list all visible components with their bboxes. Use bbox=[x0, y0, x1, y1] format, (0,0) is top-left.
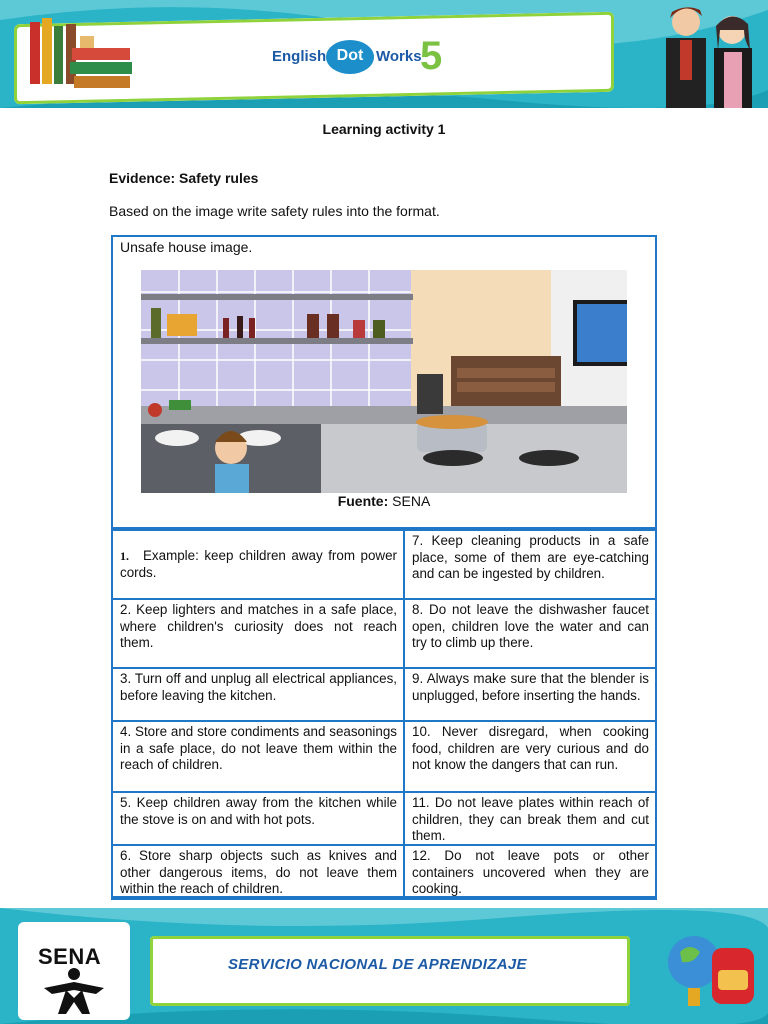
rule-text: Example: keep children away from power cords. bbox=[120, 548, 397, 580]
students-illustration bbox=[640, 0, 768, 108]
logo-english-text: English bbox=[272, 48, 327, 65]
rule-text: 11. Do not leave plates within reach of children, they can break them and cut them. bbox=[412, 795, 649, 844]
rule-text: 3. Turn off and unplug all electrical appliances, before leaving the kitchen. bbox=[120, 671, 397, 703]
rule-text: 10. Never disregard, when cooking food, children are very curious and do not know the dangers that can run. bbox=[412, 724, 649, 773]
rule-cell bbox=[403, 598, 657, 669]
rule-cell bbox=[111, 667, 405, 722]
institution-name: SERVICIO NACIONAL DE APRENDIZAJE bbox=[228, 956, 527, 973]
image-caption bbox=[0, 493, 768, 509]
rule-text: 9. Always make sure that the blender is unplugged, before inserting the hands. bbox=[412, 671, 649, 703]
rule-text: 12. Do not leave pots or other containers uncovered when they are cooking. bbox=[412, 848, 649, 897]
rule-number: 1. bbox=[120, 549, 129, 563]
rule-cell bbox=[403, 720, 657, 793]
rule-cell bbox=[403, 844, 657, 900]
instructions-text: Based on the image write safety rules into the format. bbox=[109, 203, 440, 219]
rule-cell bbox=[111, 844, 405, 900]
unsafe-kitchen-illustration bbox=[141, 270, 627, 493]
page-footer-banner bbox=[0, 908, 768, 1024]
sena-logo-text: SENA bbox=[38, 944, 102, 969]
sena-logo bbox=[18, 922, 130, 1020]
rule-cell bbox=[403, 791, 657, 846]
safety-rules-table bbox=[111, 527, 657, 900]
rule-cell bbox=[111, 529, 405, 600]
logo-works-text: Works bbox=[376, 48, 422, 65]
evidence-heading: Evidence: Safety rules bbox=[109, 170, 259, 186]
rule-text: 5. Keep children away from the kitchen while the stove is on and with hot pots. bbox=[120, 795, 397, 827]
rule-cell bbox=[403, 667, 657, 722]
image-label: Unsafe house image. bbox=[120, 239, 253, 255]
rule-text: 6. Store sharp objects such as knives and other dangerous items, do not leave them within the reach of children. bbox=[120, 848, 397, 897]
rule-cell bbox=[111, 598, 405, 669]
globe-backpack-illustration bbox=[660, 918, 760, 1018]
rule-text: 4. Store and store condiments and seasonings in a safe place, do not leave them within the reach of children. bbox=[120, 724, 397, 773]
books-illustration bbox=[26, 14, 136, 100]
sena-figure-icon bbox=[38, 968, 110, 1016]
rule-text: 7. Keep cleaning products in a safe place, some of them are eye-catching and can be ingested by children. bbox=[412, 533, 649, 582]
logo-number: 5 bbox=[420, 34, 443, 78]
logo-dot-bubble: Dot bbox=[326, 40, 374, 74]
rule-cell bbox=[403, 529, 657, 600]
caption-source: SENA bbox=[392, 493, 431, 509]
page-header-banner bbox=[0, 0, 768, 108]
english-dot-works-logo bbox=[272, 34, 452, 80]
page-title: Learning activity 1 bbox=[322, 121, 446, 137]
rule-text: 2. Keep lighters and matches in a safe place, where children's curiosity does not reach them. bbox=[120, 602, 397, 651]
caption-label: Fuente: bbox=[337, 493, 389, 509]
rule-cell bbox=[111, 720, 405, 793]
rule-text: 8. Do not leave the dishwasher faucet open, children love the water and can try to climb up there. bbox=[412, 602, 649, 651]
rule-cell bbox=[111, 791, 405, 846]
